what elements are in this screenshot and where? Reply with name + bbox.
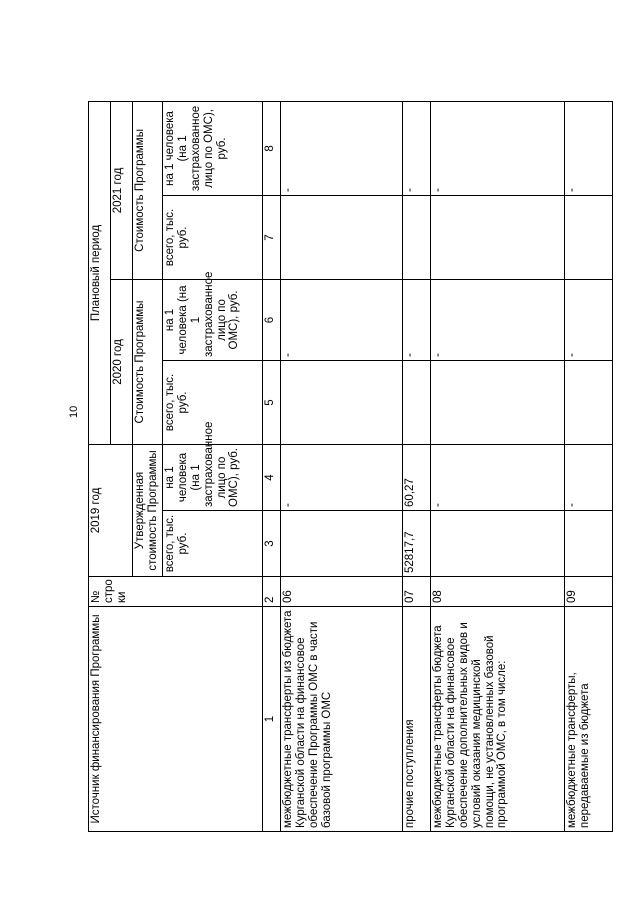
table-row — [281, 101, 403, 831]
row-value — [403, 195, 431, 279]
row-value: - — [281, 101, 403, 195]
row-value: - — [431, 444, 565, 510]
row-value — [281, 360, 403, 444]
header-year-2019: 2019 год — [89, 444, 133, 576]
table-row — [403, 101, 431, 831]
rotated-table-container — [88, 102, 612, 832]
column-number: 3 — [263, 511, 281, 577]
row-value — [403, 360, 431, 444]
row-value — [281, 195, 403, 279]
row-value: 60,27 — [403, 444, 431, 510]
header-total-2020: всего, тыс. руб. — [163, 360, 263, 444]
table-row — [431, 101, 565, 831]
row-source: межбюджетные трансферты из бюджета Курганской области на финансовое обеспечение Программы ОМС в части базовой программы ОМС — [281, 607, 403, 832]
column-number: 1 — [263, 607, 281, 832]
row-value — [565, 195, 613, 279]
header-row-no: № стро ки — [89, 577, 263, 607]
row-value: - — [281, 279, 403, 360]
header-planned-period: Плановый период — [89, 101, 111, 444]
column-number: 6 — [263, 279, 281, 360]
row-source: межбюджетные трансферты, передаваемые из бюджета — [565, 607, 613, 832]
header-per-person-2019: на 1 человека (на 1 застрахованное лицо по ОМС), руб. — [163, 444, 263, 510]
row-value — [565, 511, 613, 577]
table-row — [565, 101, 613, 831]
row-value: - — [403, 279, 431, 360]
row-number: 06 — [281, 577, 403, 607]
column-number: 8 — [263, 101, 281, 195]
header-year-2020: 2020 год — [111, 279, 133, 444]
column-number: 4 — [263, 444, 281, 510]
row-source: межбюджетные трансферты бюджета Курганской области на финансовое обеспечение дополнительных видов и условий оказания медицинской помощи, не установленных базовой программой ОМС, в том числе: — [431, 607, 565, 832]
header-approved-cost: Утвержденная стоимость Программы — [133, 444, 163, 576]
column-number: 5 — [263, 360, 281, 444]
header-total-2021: всего, тыс. руб. — [163, 195, 263, 279]
row-number: 08 — [431, 577, 565, 607]
row-value — [431, 360, 565, 444]
financing-table — [88, 101, 613, 832]
row-value: - — [565, 279, 613, 360]
column-number: 2 — [263, 577, 281, 607]
row-value: 52817,7 — [403, 511, 431, 577]
column-number: 7 — [263, 195, 281, 279]
row-value: - — [431, 279, 565, 360]
row-value: - — [403, 101, 431, 195]
header-source: Источник финансирования Программы — [89, 607, 263, 832]
row-value — [431, 511, 565, 577]
header-program-cost-2021: Стоимость Программы — [133, 101, 163, 279]
row-value: - — [565, 101, 613, 195]
header-program-cost-2020: Стоимость Программы — [133, 279, 163, 444]
row-value: - — [431, 101, 565, 195]
row-value: - — [281, 444, 403, 510]
row-number: 07 — [403, 577, 431, 607]
row-value: - — [565, 444, 613, 510]
header-per-person-2021: на 1 человека (на 1 застрахованное лицо по ОМС), руб. — [163, 101, 263, 195]
row-value — [431, 195, 565, 279]
page-number: 10 — [68, 405, 80, 418]
row-value — [565, 360, 613, 444]
row-value — [281, 511, 403, 577]
row-source: прочие поступления — [403, 607, 431, 832]
header-year-2021: 2021 год — [111, 101, 133, 279]
row-number: 09 — [565, 577, 613, 607]
header-per-person-2020: на 1 человека (на 1 застрахованное лицо по ОМС), руб. — [163, 279, 263, 360]
header-total-2019: всего, тыс. руб. — [163, 511, 263, 577]
